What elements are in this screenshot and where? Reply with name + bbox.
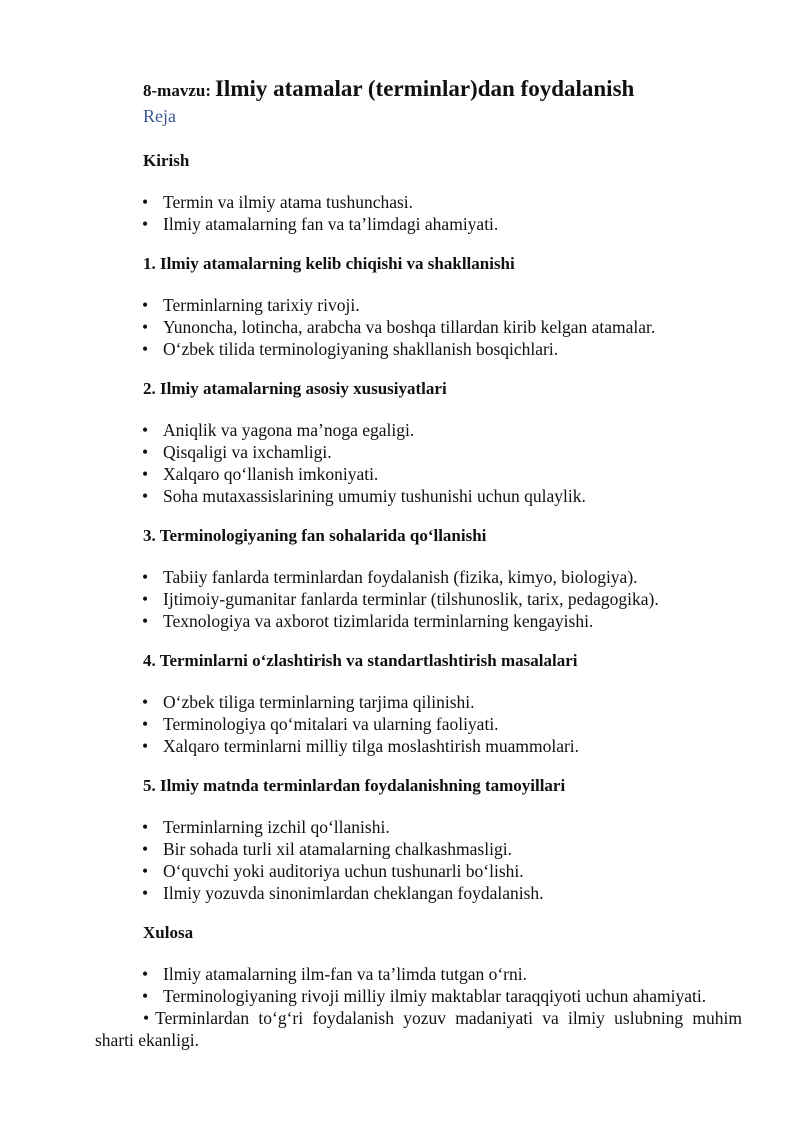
outline-section [0,378,800,507]
list-item-text: Terminologiyaning rivoji milliy ilmiy maktablar taraqqiyoti uchun ahamiyati. [163,986,707,1006]
bullet-icon: • [142,714,149,734]
list-item-text: Texnologiya va axborot tizimlarida terminlarning kengayishi. [163,611,594,631]
list-item-text: Bir sohada turli xil atamalarning chalkashmasligi. [163,839,512,859]
list-item [0,419,800,441]
bullet-icon: • [142,839,149,859]
outline-section [0,922,800,1051]
section-heading: 5. Ilmiy matnda terminlardan foydalanishning tamoyillari [143,776,566,795]
bullet-icon: • [142,317,149,337]
bullet-list [0,419,800,507]
list-item [0,691,800,713]
bullet-list [0,691,800,757]
list-item [0,610,800,632]
list-item-text: Xalqaro qo‘llanish imkoniyati. [163,464,379,484]
list-item [0,316,800,338]
bullet-icon: • [142,736,149,756]
bullet-list [0,566,800,632]
list-item-text: O‘zbek tiliga terminlarning tarjima qilinishi. [163,692,475,712]
list-item [0,566,800,588]
bullet-icon: • [142,883,149,903]
list-item [0,816,800,838]
outline-section [0,253,800,360]
outline-section [0,650,800,757]
section-heading: Kirish [143,151,190,170]
section-heading: 2. Ilmiy atamalarning asosiy xususiyatlari [143,379,447,398]
list-item-text: Tabiiy fanlarda terminlardan foydalanish (fizika, kimyo, biologiya). [163,567,638,587]
list-item-text: Soha mutaxassislarining umumiy tushunishi uchun qulaylik. [163,486,586,506]
section-heading: 4. Terminlarni o‘zlashtirish va standartlashtirish masalalari [143,651,578,670]
list-item [0,191,800,213]
list-item-text: Termin va ilmiy atama tushunchasi. [163,192,414,212]
bullet-icon: • [142,567,149,587]
list-item [0,985,800,1007]
list-item-text: Aniqlik va yagona ma’noga egaligi. [163,420,415,440]
bullet-list [0,191,800,235]
list-item-text: Ilmiy atamalarning fan va ta’limdagi ahamiyati. [163,214,499,234]
list-item [0,838,800,860]
bullet-list [0,816,800,904]
list-item-text: Yunoncha, lotincha, arabcha va boshqa tillardan kirib kelgan atamalar. [163,317,656,337]
bullet-icon: • [142,692,149,712]
bullet-icon: • [142,420,149,440]
list-item-text: Qisqaligi va ixchamligi. [163,442,332,462]
list-item-text: Xalqaro terminlarni milliy tilga moslashtirish muammolari. [163,736,580,756]
bullet-icon: • [142,295,149,315]
bullet-icon: • [142,611,149,631]
list-item-text: Terminlarning izchil qo‘llanishi. [163,817,390,837]
list-item [0,441,800,463]
section-heading: Xulosa [143,923,194,942]
list-item [0,294,800,316]
plan-subtitle: Reja [143,106,176,126]
list-item-text: Terminologiya qo‘mitalari va ularning faoliyati. [163,714,499,734]
list-item [0,735,800,757]
topic-title: Ilmiy atamalar (terminlar)dan foydalanish [214,76,635,101]
bullet-list [0,294,800,360]
bullet-icon: • [142,861,149,881]
list-item [0,485,800,507]
bullet-icon: • [142,589,149,609]
list-item [0,860,800,882]
list-item-text: Terminlardan to‘g‘ri foydalanish yozuv madaniyati va ilmiy uslubning muhim sharti ekanligi. [95,1008,742,1050]
bullet-icon: • [142,486,149,506]
outline-section [0,775,800,904]
list-item-text: Ijtimoiy-gumanitar fanlarda terminlar (tilshunoslik, tarix, pedagogika). [163,589,659,609]
list-item [0,463,800,485]
section-heading: 1. Ilmiy atamalarning kelib chiqishi va shakllanishi [143,254,515,273]
list-item-text: Terminlarning tarixiy rivoji. [163,295,360,315]
list-item-text: Ilmiy yozuvda sinonimlardan cheklangan foydalanish. [163,883,544,903]
list-item [0,338,800,360]
section-heading: 3. Terminologiyaning fan sohalarida qo‘llanishi [143,526,487,545]
outline-section [0,150,800,235]
bullet-icon: • [142,339,149,359]
list-item-text: O‘zbek tilida terminologiyaning shakllanish bosqichlari. [163,339,559,359]
bullet-icon: • [142,442,149,462]
list-item-text: Ilmiy atamalarning ilm-fan va ta’limda tutgan o‘rni. [163,964,527,984]
bullet-icon: • [142,986,149,1006]
list-item [0,588,800,610]
bullet-icon: • [143,1008,150,1028]
bullet-icon: • [142,964,149,984]
outline-content [0,150,800,1069]
bullet-icon: • [142,464,149,484]
bullet-icon: • [142,192,149,212]
page-title [143,76,634,102]
list-item [0,963,800,985]
list-item [0,713,800,735]
outline-section [0,525,800,632]
bullet-list [0,963,800,1051]
list-item [0,1007,800,1051]
bullet-icon: • [142,817,149,837]
bullet-icon: • [142,214,149,234]
list-item [0,213,800,235]
list-item-text: O‘quvchi yoki auditoriya uchun tushunarli bo‘lishi. [163,861,524,881]
list-item [0,882,800,904]
topic-number: 8-mavzu: [143,81,211,100]
